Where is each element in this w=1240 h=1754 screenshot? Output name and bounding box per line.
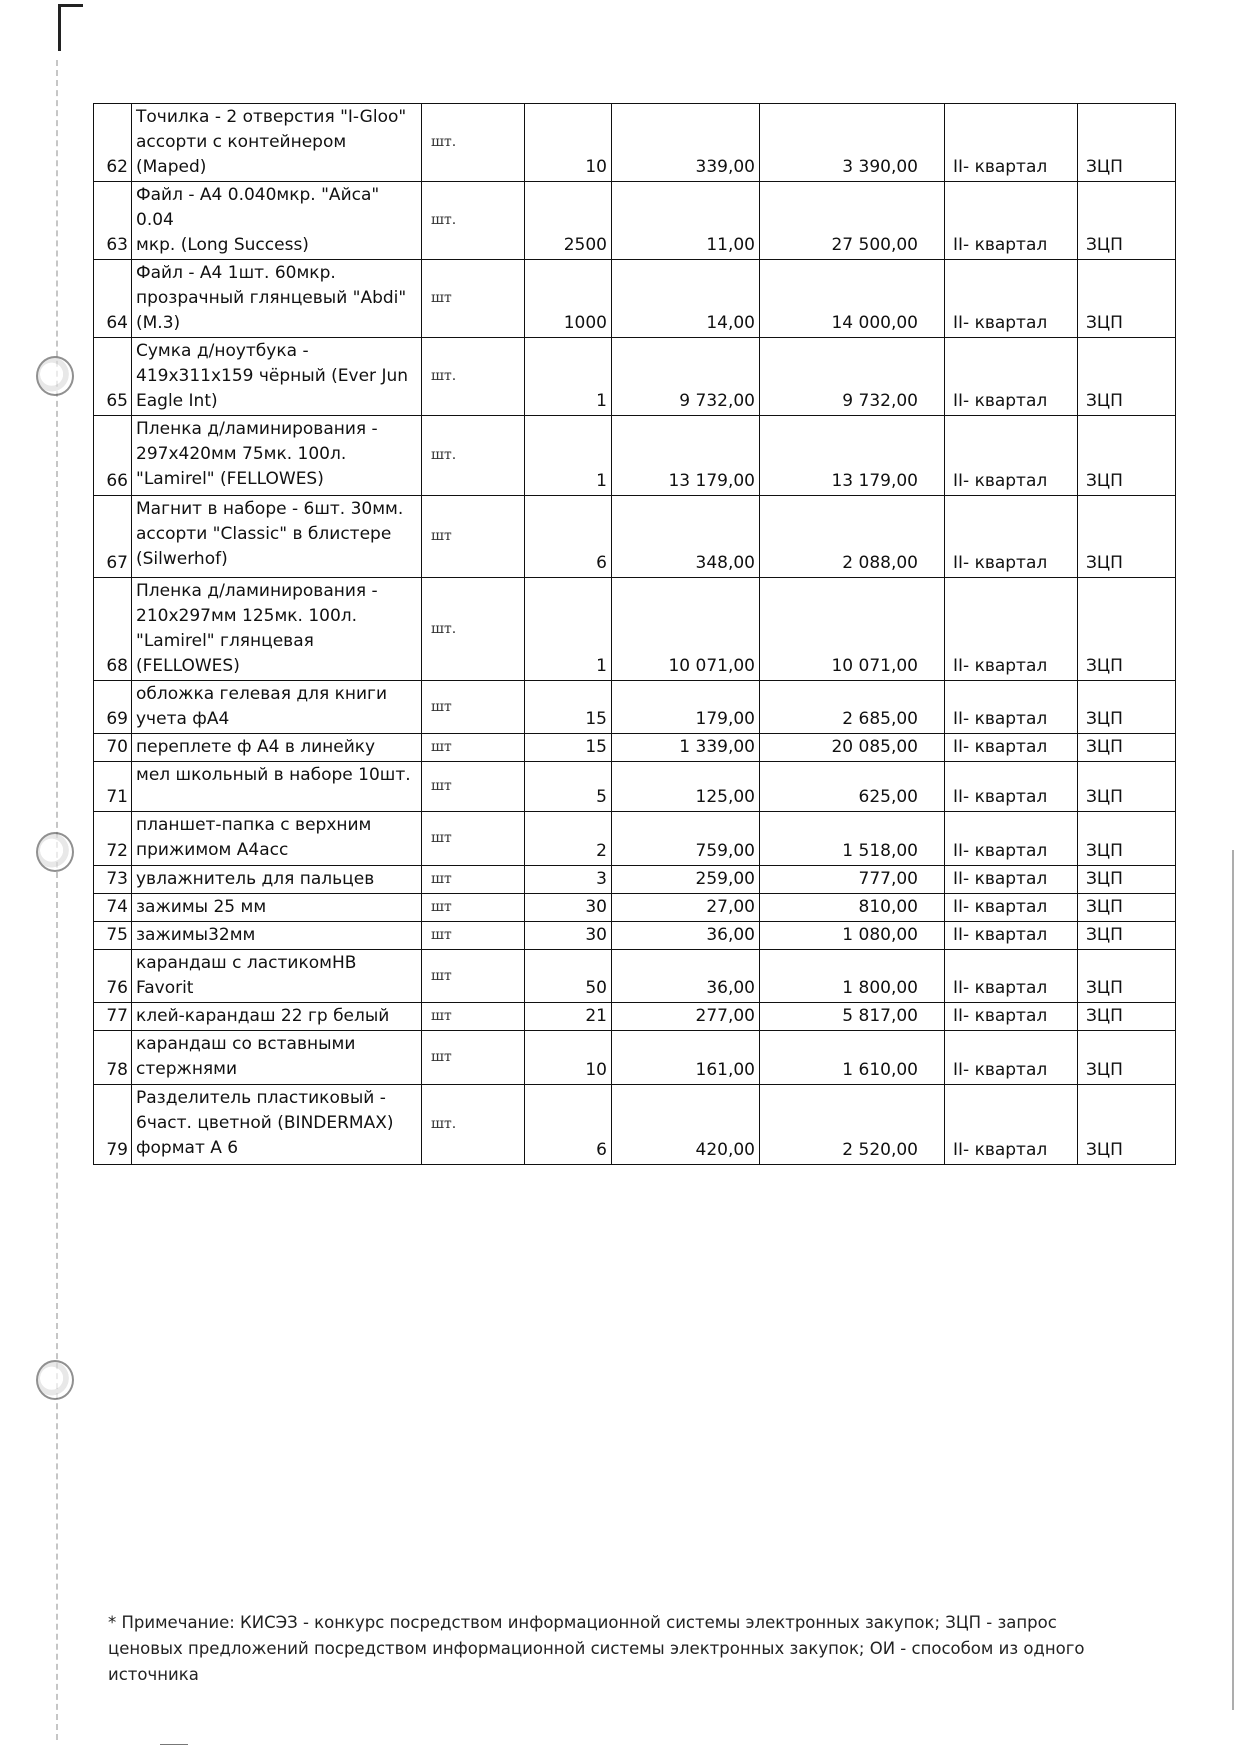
sum-cell: 777,00 — [760, 866, 945, 894]
unit-cell: шт — [422, 681, 525, 734]
period-cell: II- квартал — [945, 1031, 1078, 1085]
unit-cell: шт — [422, 1003, 525, 1031]
item-name: зажимы 25 мм — [132, 894, 422, 922]
price-cell: 14,00 — [612, 260, 760, 338]
sum-cell: 14 000,00 — [760, 260, 945, 338]
price-cell: 420,00 — [612, 1085, 760, 1165]
item-name: увлажнитель для пальцев — [132, 866, 422, 894]
item-name: Файл - А4 1шт. 60мкр. прозрачный глянцевый "Abdi" (M.3) — [132, 260, 422, 338]
unit-cell: шт — [422, 762, 525, 812]
method-cell: ЗЦП — [1078, 338, 1176, 416]
method-cell: ЗЦП — [1078, 894, 1176, 922]
period-cell: II- квартал — [945, 922, 1078, 950]
row-number: 78 — [94, 1031, 132, 1085]
row-number: 65 — [94, 338, 132, 416]
method-cell: ЗЦП — [1078, 578, 1176, 681]
punch-hole-icon — [36, 1360, 74, 1400]
unit-cell: шт. — [422, 416, 525, 496]
quantity-cell: 10 — [525, 104, 612, 182]
punch-hole-icon — [36, 356, 74, 396]
table-row — [94, 104, 1176, 182]
unit-cell: шт — [422, 1031, 525, 1085]
price-cell: 759,00 — [612, 812, 760, 866]
unit-cell: шт. — [422, 338, 525, 416]
item-name: зажимы32мм — [132, 922, 422, 950]
row-number: 74 — [94, 894, 132, 922]
row-number: 68 — [94, 578, 132, 681]
unit-cell: шт — [422, 496, 525, 578]
sum-cell: 810,00 — [760, 894, 945, 922]
item-name: переплете ф А4 в линейку — [132, 734, 422, 762]
table-row — [94, 762, 1176, 812]
item-name: Сумка д/ноутбука - 419x311x159 чёрный (Ever Jun Eagle Int) — [132, 338, 422, 416]
quantity-cell: 15 — [525, 681, 612, 734]
unit-cell: шт. — [422, 182, 525, 260]
price-cell: 13 179,00 — [612, 416, 760, 496]
table-row — [94, 416, 1176, 496]
price-cell: 27,00 — [612, 894, 760, 922]
price-cell: 161,00 — [612, 1031, 760, 1085]
period-cell: II- квартал — [945, 416, 1078, 496]
row-number: 73 — [94, 866, 132, 894]
table-row — [94, 812, 1176, 866]
row-number: 63 — [94, 182, 132, 260]
period-cell: II- квартал — [945, 260, 1078, 338]
unit-cell: шт. — [422, 578, 525, 681]
unit-cell: шт — [422, 922, 525, 950]
row-number: 67 — [94, 496, 132, 578]
period-cell: II- квартал — [945, 812, 1078, 866]
period-cell: II- квартал — [945, 894, 1078, 922]
method-cell: ЗЦП — [1078, 762, 1176, 812]
unit-cell: шт — [422, 866, 525, 894]
procurement-table-body — [94, 104, 1176, 1165]
price-cell: 11,00 — [612, 182, 760, 260]
table-row — [94, 1031, 1176, 1085]
table-row — [94, 496, 1176, 578]
table-row — [94, 338, 1176, 416]
table-row — [94, 866, 1176, 894]
period-cell: II- квартал — [945, 1003, 1078, 1031]
table-row — [94, 182, 1176, 260]
item-name: Точилка - 2 отверстия "I-Gloo" ассорти с контейнером (Maped) — [132, 104, 422, 182]
row-number: 69 — [94, 681, 132, 734]
item-name: Пленка д/ламинирования - 210x297мм 125мк. 100л. "Lamirel" глянцевая (FELLOWES) — [132, 578, 422, 681]
item-name: обложка гелевая для книги учета фА4 — [132, 681, 422, 734]
price-cell: 9 732,00 — [612, 338, 760, 416]
item-name: карандаш с ластикомHB Favorit — [132, 950, 422, 1003]
sum-cell: 3 390,00 — [760, 104, 945, 182]
method-cell: ЗЦП — [1078, 950, 1176, 1003]
item-name: мел школьный в наборе 10шт. — [132, 762, 422, 812]
sum-cell: 27 500,00 — [760, 182, 945, 260]
unit-cell: шт — [422, 260, 525, 338]
method-cell: ЗЦП — [1078, 1003, 1176, 1031]
method-cell: ЗЦП — [1078, 866, 1176, 894]
method-cell: ЗЦП — [1078, 496, 1176, 578]
method-cell: ЗЦП — [1078, 182, 1176, 260]
period-cell: II- квартал — [945, 496, 1078, 578]
table-row — [94, 1085, 1176, 1165]
method-cell: ЗЦП — [1078, 104, 1176, 182]
sum-cell: 1 518,00 — [760, 812, 945, 866]
row-number: 77 — [94, 1003, 132, 1031]
unit-cell: шт — [422, 950, 525, 1003]
price-cell: 36,00 — [612, 950, 760, 1003]
price-cell: 125,00 — [612, 762, 760, 812]
sum-cell: 10 071,00 — [760, 578, 945, 681]
row-number: 79 — [94, 1085, 132, 1165]
sum-cell: 1 610,00 — [760, 1031, 945, 1085]
quantity-cell: 30 — [525, 922, 612, 950]
unit-cell: шт. — [422, 104, 525, 182]
item-name: Магнит в наборе - 6шт. 30мм. ассорти "Classic" в блистере (Silwerhof) — [132, 496, 422, 578]
sum-cell: 20 085,00 — [760, 734, 945, 762]
table-row — [94, 1003, 1176, 1031]
quantity-cell: 10 — [525, 1031, 612, 1085]
table-row — [94, 894, 1176, 922]
method-cell: ЗЦП — [1078, 416, 1176, 496]
method-cell: ЗЦП — [1078, 1031, 1176, 1085]
quantity-cell: 6 — [525, 1085, 612, 1165]
method-cell: ЗЦП — [1078, 922, 1176, 950]
sum-cell: 2 088,00 — [760, 496, 945, 578]
scan-edge-line-right — [1232, 850, 1234, 1710]
item-name: клей-карандаш 22 гр белый — [132, 1003, 422, 1031]
quantity-cell: 1 — [525, 578, 612, 681]
sum-cell: 13 179,00 — [760, 416, 945, 496]
row-number: 66 — [94, 416, 132, 496]
period-cell: II- квартал — [945, 338, 1078, 416]
unit-cell: шт — [422, 734, 525, 762]
sum-cell: 625,00 — [760, 762, 945, 812]
sum-cell: 2 685,00 — [760, 681, 945, 734]
table-row — [94, 681, 1176, 734]
quantity-cell: 1000 — [525, 260, 612, 338]
method-cell: ЗЦП — [1078, 681, 1176, 734]
row-number: 64 — [94, 260, 132, 338]
row-number: 71 — [94, 762, 132, 812]
item-name: карандаш со вставными стержнями — [132, 1031, 422, 1085]
scan-edge-line — [56, 60, 58, 1740]
unit-cell: шт — [422, 894, 525, 922]
row-number: 76 — [94, 950, 132, 1003]
scan-corner-mark — [58, 4, 83, 51]
unit-cell: шт — [422, 812, 525, 866]
period-cell: II- квартал — [945, 681, 1078, 734]
sum-cell: 9 732,00 — [760, 338, 945, 416]
table-row — [94, 734, 1176, 762]
quantity-cell: 5 — [525, 762, 612, 812]
sum-cell: 1 080,00 — [760, 922, 945, 950]
table-row — [94, 950, 1176, 1003]
row-number: 62 — [94, 104, 132, 182]
quantity-cell: 30 — [525, 894, 612, 922]
footnote-note: * Примечание: КИСЭЗ - конкурс посредством информационной системы электронных закупок; ЗЦП - запрос ценовых предложений посредством информационной системы электронных закупок; ОИ - способом из одного источника — [108, 1613, 1085, 1684]
quantity-cell: 50 — [525, 950, 612, 1003]
period-cell: II- квартал — [945, 762, 1078, 812]
quantity-cell: 1 — [525, 338, 612, 416]
table-row — [94, 922, 1176, 950]
quantity-cell: 2 — [525, 812, 612, 866]
period-cell: II- квартал — [945, 104, 1078, 182]
period-cell: II- квартал — [945, 950, 1078, 1003]
quantity-cell: 6 — [525, 496, 612, 578]
price-cell: 10 071,00 — [612, 578, 760, 681]
sum-cell: 1 800,00 — [760, 950, 945, 1003]
unit-cell: шт. — [422, 1085, 525, 1165]
item-name: Пленка д/ламинирования - 297x420мм 75мк. 100л. "Lamirel" (FELLOWES) — [132, 416, 422, 496]
quantity-cell: 2500 — [525, 182, 612, 260]
method-cell: ЗЦП — [1078, 812, 1176, 866]
punch-hole-icon — [36, 832, 74, 872]
price-cell: 1 339,00 — [612, 734, 760, 762]
method-cell: ЗЦП — [1078, 260, 1176, 338]
page-bottom-mark — [160, 1744, 188, 1745]
price-cell: 259,00 — [612, 866, 760, 894]
period-cell: II- квартал — [945, 182, 1078, 260]
item-name: Разделитель пластиковый - 6част. цветной (BINDERMAX) формат А 6 — [132, 1085, 422, 1165]
period-cell: II- квартал — [945, 578, 1078, 681]
procurement-table — [93, 103, 1176, 1165]
quantity-cell: 1 — [525, 416, 612, 496]
price-cell: 348,00 — [612, 496, 760, 578]
item-name: Файл - А4 0.040мкр. "Айса" 0.04 мкр. (Long Success) — [132, 182, 422, 260]
price-cell: 277,00 — [612, 1003, 760, 1031]
method-cell: ЗЦП — [1078, 1085, 1176, 1165]
period-cell: II- квартал — [945, 1085, 1078, 1165]
row-number: 70 — [94, 734, 132, 762]
sum-cell: 2 520,00 — [760, 1085, 945, 1165]
row-number: 72 — [94, 812, 132, 866]
period-cell: II- квартал — [945, 734, 1078, 762]
price-cell: 36,00 — [612, 922, 760, 950]
table-row — [94, 578, 1176, 681]
quantity-cell: 3 — [525, 866, 612, 894]
table-row — [94, 260, 1176, 338]
price-cell: 339,00 — [612, 104, 760, 182]
method-cell: ЗЦП — [1078, 734, 1176, 762]
row-number: 75 — [94, 922, 132, 950]
price-cell: 179,00 — [612, 681, 760, 734]
item-name: планшет-папка с верхним прижимом А4асс — [132, 812, 422, 866]
quantity-cell: 21 — [525, 1003, 612, 1031]
quantity-cell: 15 — [525, 734, 612, 762]
period-cell: II- квартал — [945, 866, 1078, 894]
sum-cell: 5 817,00 — [760, 1003, 945, 1031]
